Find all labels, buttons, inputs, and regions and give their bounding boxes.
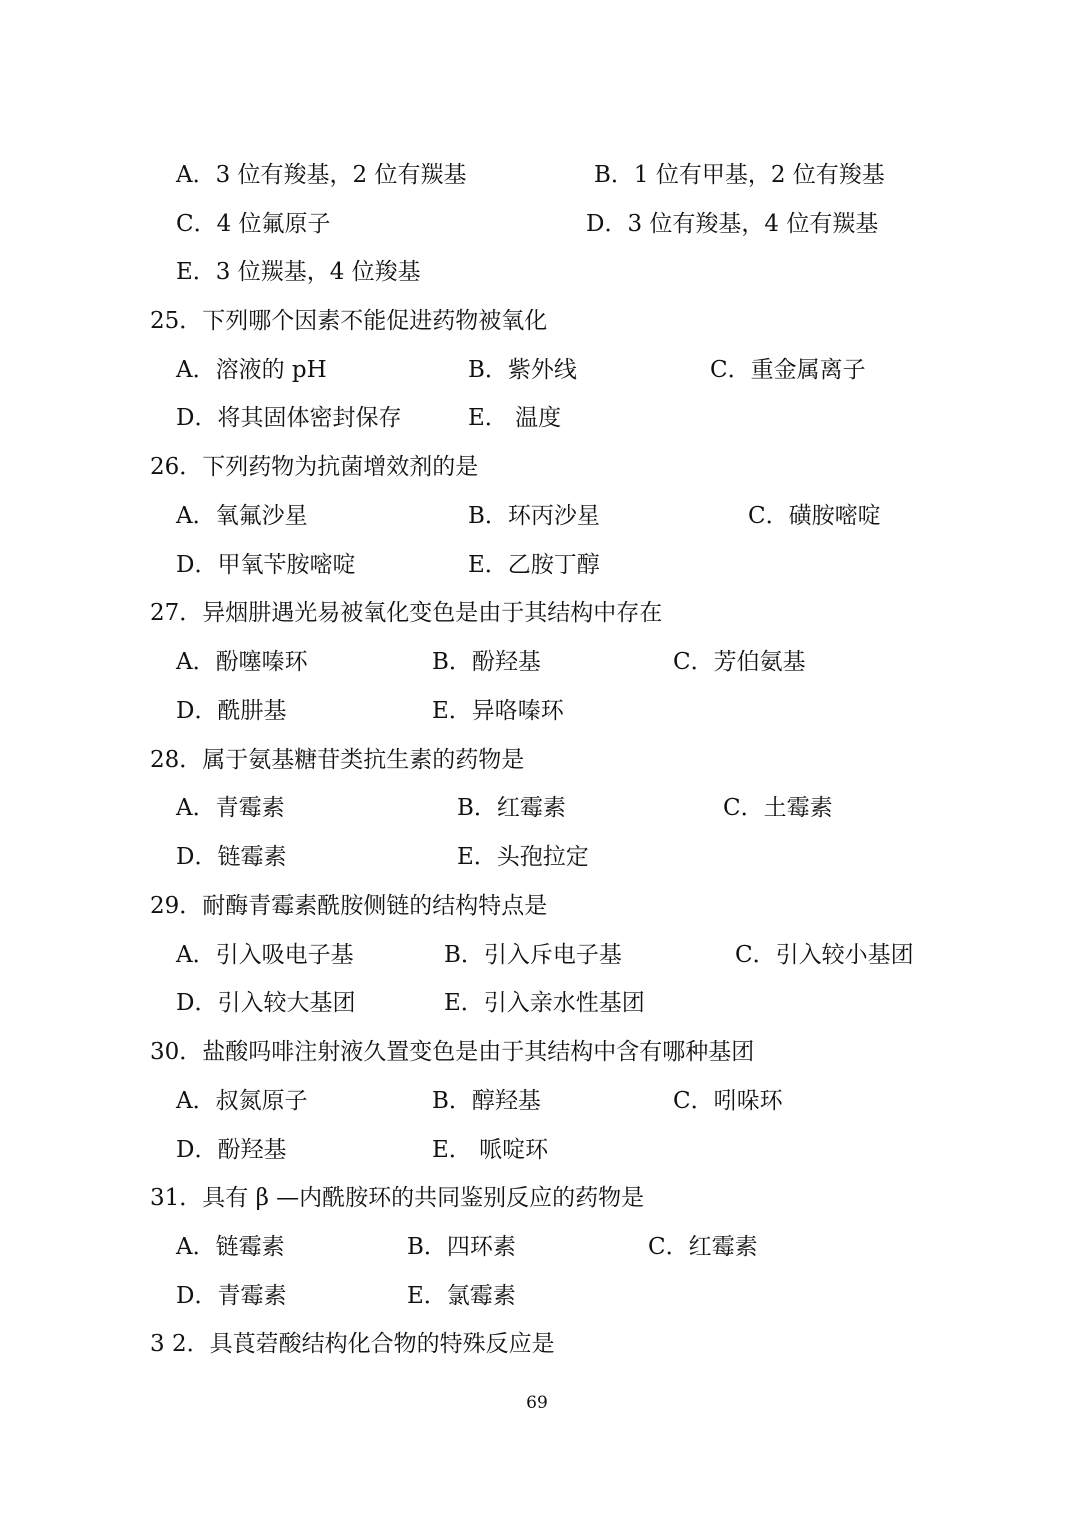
q24-option-d: D．3 位有羧基，4 位有羰基 [586, 211, 879, 237]
q26-options-row-2 [0, 548, 1074, 582]
q28-option-b: B．红霉素 [457, 795, 566, 821]
q26-option-a: A．氧氟沙星 [176, 503, 308, 529]
q30-option-b: B．醇羟基 [432, 1088, 541, 1114]
q25-option-d: D．将其固体密封保存 [176, 405, 402, 431]
q29-option-a: A．引入吸电子基 [176, 942, 354, 968]
q28-option-a: A．青霉素 [176, 795, 285, 821]
question-stem: 27．异烟肼遇光易被氧化变色是由于其结构中存在 [150, 600, 663, 626]
q28-options-row-2 [0, 840, 1074, 874]
q24-option-e: E．3 位羰基，4 位羧基 [176, 259, 421, 285]
q29-option-e: E．引入亲水性基团 [444, 990, 645, 1016]
q31-option-b: B．四环素 [407, 1234, 516, 1260]
q29-option-d: D．引入较大基团 [176, 990, 356, 1016]
page-number: 69 [526, 1393, 548, 1413]
q25-option-c: C．重金属离子 [710, 357, 866, 383]
q26-option-d: D．甲氧苄胺嘧啶 [176, 552, 356, 578]
q29-options-row-1 [0, 938, 1074, 972]
q27-option-a: A．酚噻嗪环 [176, 649, 308, 675]
q25-option-a: A．溶液的 pH [176, 357, 327, 383]
q30-option-a: A．叔氮原子 [176, 1088, 308, 1114]
q31-option-a: A．链霉素 [176, 1234, 285, 1260]
q31-options-row-1 [0, 1230, 1074, 1264]
q24-options-row-1 [0, 158, 1074, 192]
q30-option-c: C．吲哚环 [673, 1088, 783, 1114]
q25-options-row-2 [0, 401, 1074, 435]
q24-option-c: C．4 位氟原子 [176, 211, 331, 237]
q30-option-d: D．酚羟基 [176, 1137, 287, 1163]
q29-options-row-2 [0, 986, 1074, 1020]
q31-option-c: C．红霉素 [648, 1234, 758, 1260]
q26-option-e: E．乙胺丁醇 [468, 552, 600, 578]
q25-option-b: B．紫外线 [468, 357, 577, 383]
question-stem: 26．下列药物为抗菌增效剂的是 [150, 454, 479, 480]
q25-option-e: E． 温度 [468, 405, 562, 431]
q30-option-e: E． 哌啶环 [432, 1137, 549, 1163]
q24-options-row-2 [0, 207, 1074, 241]
q24-option-b: B．1 位有甲基，2 位有羧基 [594, 162, 885, 188]
q28-option-c: C．土霉素 [723, 795, 833, 821]
q26-options-row-1 [0, 499, 1074, 533]
q27-option-d: D．酰肼基 [176, 698, 287, 724]
q31-options-row-2 [0, 1279, 1074, 1313]
q28-option-d: D．链霉素 [176, 844, 287, 870]
q29-option-b: B．引入斥电子基 [444, 942, 622, 968]
q27-options-row-2 [0, 694, 1074, 728]
question-stem: 31．具有 β —内酰胺环的共同鉴别反应的药物是 [150, 1185, 645, 1211]
q26-option-b: B．环丙沙星 [468, 503, 600, 529]
question-stem: 3 2．具莨菪酸结构化合物的特殊反应是 [150, 1331, 555, 1357]
q27-option-c: C．芳伯氨基 [673, 649, 806, 675]
question-stem: 29．耐酶青霉素酰胺侧链的结构特点是 [150, 893, 548, 919]
q30-options-row-1 [0, 1084, 1074, 1118]
q27-options-row-1 [0, 645, 1074, 679]
q27-option-e: E．异咯嗪环 [432, 698, 564, 724]
q28-options-row-1 [0, 791, 1074, 825]
q31-option-e: E．氯霉素 [407, 1283, 516, 1309]
q29-option-c: C．引入较小基团 [735, 942, 914, 968]
q24-option-a: A．3 位有羧基，2 位有羰基 [176, 162, 467, 188]
question-stem: 25．下列哪个因素不能促进药物被氧化 [150, 308, 548, 334]
q31-option-d: D．青霉素 [176, 1283, 287, 1309]
q30-options-row-2 [0, 1133, 1074, 1167]
q26-option-c: C．磺胺嘧啶 [748, 503, 881, 529]
q25-options-row-1 [0, 353, 1074, 387]
q28-option-e: E．头孢拉定 [457, 844, 589, 870]
q24-options-row-3 [0, 255, 1074, 289]
question-stem: 28．属于氨基糖苷类抗生素的药物是 [150, 747, 525, 773]
question-stem: 30．盐酸吗啡注射液久置变色是由于其结构中含有哪种基团 [150, 1039, 755, 1065]
q27-option-b: B．酚羟基 [432, 649, 541, 675]
